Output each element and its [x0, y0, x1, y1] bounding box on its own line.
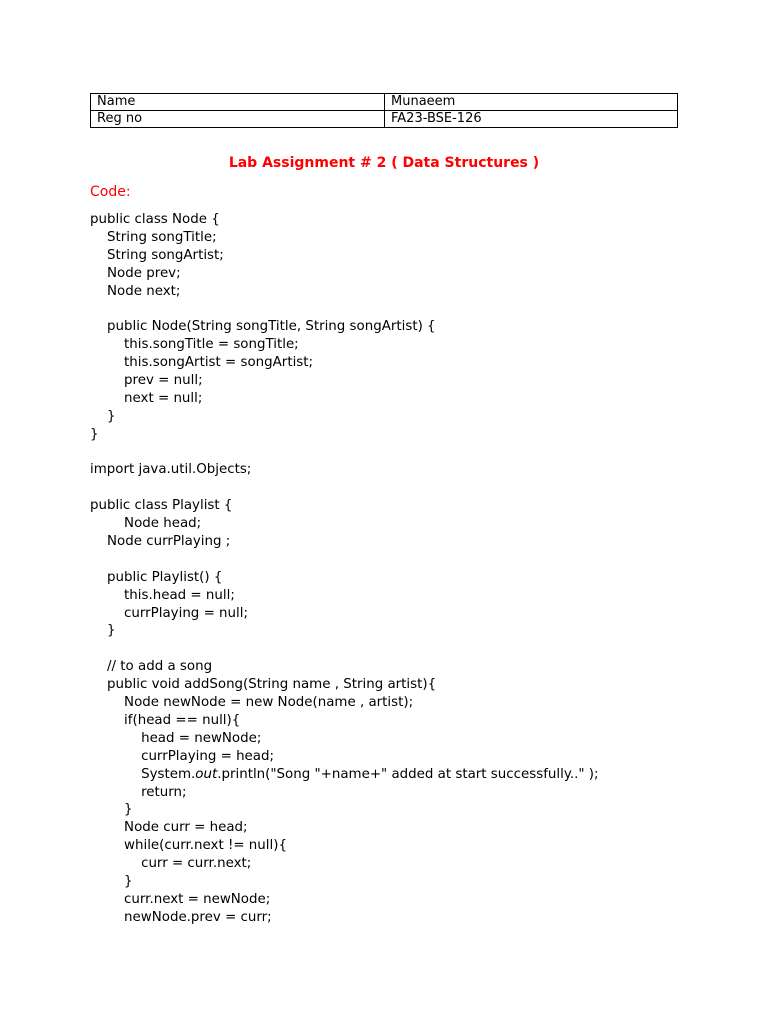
code-line: curr.next = newNode;: [90, 891, 271, 907]
code-line: String songTitle;: [90, 229, 217, 245]
code-line: this.head = null;: [90, 587, 235, 603]
code-line: newNode.prev = curr;: [90, 909, 272, 925]
code-line: if(head == null){: [90, 712, 241, 728]
table-row: [91, 94, 678, 111]
code-line: this.songTitle = songTitle;: [90, 337, 299, 353]
code-line: [90, 551, 730, 569]
code-line: public void addSong(String name , String artist){: [90, 677, 437, 693]
code-line: }: [90, 623, 116, 639]
code-line: [90, 300, 730, 318]
code-line: next = null;: [90, 390, 203, 406]
code-heading: Code:: [90, 184, 131, 200]
code-segment-italic: out: [195, 766, 218, 782]
name-label-cell: Name: [91, 94, 385, 111]
code-line: String songArtist;: [90, 247, 224, 263]
code-line: }: [90, 873, 133, 889]
code-line: curr = curr.next;: [90, 856, 252, 872]
code-line: return;: [90, 784, 187, 800]
reg-no-value-cell: FA23-BSE-126: [385, 111, 678, 128]
code-line: Node curr = head;: [90, 820, 248, 836]
code-line: Node head;: [90, 516, 202, 532]
code-line: public Node(String songTitle, String songArtist) {: [90, 319, 436, 335]
table-row: [91, 111, 678, 128]
code-line: public class Node {: [90, 212, 220, 227]
code-line: head = newNode;: [90, 730, 262, 746]
assignment-title: Lab Assignment # 2 ( Data Structures ): [228, 155, 540, 171]
code-line: public class Playlist {: [90, 498, 233, 514]
code-line: currPlaying = head;: [90, 748, 275, 764]
code-line: while(curr.next != null){: [90, 838, 287, 854]
code-segment: .println("Song "+name+" added at start successfully.." );: [217, 766, 599, 782]
code-line: [90, 479, 730, 497]
code-line: [90, 444, 730, 462]
code-segment: System.: [90, 766, 196, 782]
code-line: import java.util.Objects;: [90, 462, 252, 478]
student-info-table: [90, 93, 678, 128]
code-line: [90, 766, 730, 784]
code-line: Node prev;: [90, 265, 181, 281]
code-line: }: [90, 426, 99, 442]
code-line: Node currPlaying ;: [90, 534, 231, 550]
code-line: }: [90, 802, 133, 818]
code-line: [90, 640, 730, 658]
code-line: }: [90, 408, 116, 424]
code-line: this.songArtist = songArtist;: [90, 355, 314, 371]
code-line: Node newNode = new Node(name , artist);: [90, 695, 414, 711]
code-line: prev = null;: [90, 373, 203, 389]
code-line: currPlaying = null;: [90, 605, 248, 621]
reg-no-label-cell: Reg no: [91, 111, 385, 128]
code-block: [90, 211, 730, 927]
code-line: // to add a song: [90, 659, 213, 675]
code-line: public Playlist() {: [90, 569, 223, 585]
name-value-cell: Munaeem: [385, 94, 678, 111]
code-line: Node next;: [90, 283, 181, 299]
